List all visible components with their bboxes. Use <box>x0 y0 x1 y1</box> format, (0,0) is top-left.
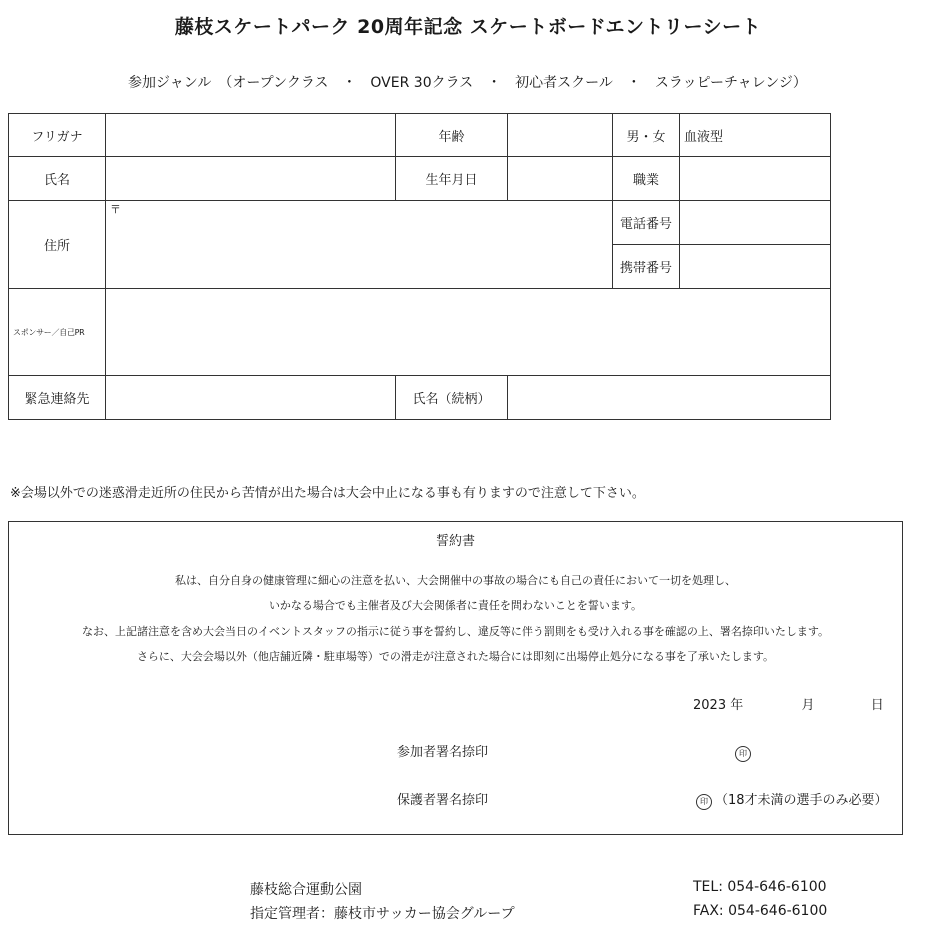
sponsor-pr-label: スポンサー／自己PR <box>9 289 106 376</box>
postal-mark: 〒 <box>110 203 121 216</box>
genre-selection[interactable]: 参加ジャンル （オープンクラス ・ OVER 30クラス ・ 初心者スクール ・ スラッピーチャレンジ） <box>128 75 807 91</box>
pledge-line-1: 私は、自分自身の健康管理に細心の注意を払い、大会開催中の事故の場合にも自己の責任において一切を処理し、 <box>175 574 736 587</box>
sponsor-pr-field[interactable] <box>106 289 831 376</box>
entry-form-table <box>8 113 831 420</box>
date-year: 2023 年 <box>693 698 744 713</box>
address-label: 住所 <box>9 201 106 289</box>
emergency-contact-field[interactable] <box>106 376 396 420</box>
participant-signature-label: 参加者署名捺印 <box>397 745 489 760</box>
participant-seal-icon[interactable]: 印 <box>735 741 751 762</box>
guardian-seal-icon[interactable]: 印 <box>696 789 712 810</box>
address-field[interactable] <box>106 201 613 289</box>
relation-label: 氏名（続柄） <box>396 376 508 420</box>
name-field[interactable] <box>106 157 396 201</box>
phone-field[interactable] <box>680 201 831 245</box>
emergency-contact-label: 緊急連絡先 <box>9 376 106 420</box>
date-month: 月 <box>801 698 815 713</box>
gender-field[interactable]: 男・女 <box>613 114 680 157</box>
mobile-field[interactable] <box>680 245 831 289</box>
page-title: 藤枝スケートパーク 20周年記念 スケートボードエントリーシート <box>174 16 762 38</box>
furigana-label: フリガナ <box>9 114 106 157</box>
job-field[interactable] <box>680 157 831 201</box>
footer-org-name: 藤枝総合運動公園 <box>250 882 362 898</box>
footer-org-manager: 指定管理者：藤枝市サッカー協会グループ <box>250 906 515 922</box>
age-field[interactable] <box>508 114 613 157</box>
phone-label: 電話番号 <box>613 201 680 245</box>
pledge-line-4: さらに、大会会場以外（他店舗近隣・駐車場等）での滑走が注意された場合には即刻に出場停止処分になる事を了承いたします。 <box>136 650 775 663</box>
guardian-signature-label: 保護者署名捺印 <box>397 793 489 808</box>
birthday-label: 生年月日 <box>396 157 508 201</box>
guardian-note: （18才未満の選手のみ必要） <box>715 793 888 808</box>
venue-notice: ※会場以外での迷惑滑走近所の住民から苦情が出た場合は大会中止になる事も有りますので注意して下さい。 <box>10 486 645 501</box>
pledge-title: 誓約書 <box>435 534 475 549</box>
birthday-field[interactable] <box>508 157 613 201</box>
pledge-line-3: なお、上記諸注意を含め大会当日のイベントスタッフの指示に従う事を誓約し、違反等に伴う罰則をも受け入れる事を確認の上、署名捺印いたします。 <box>81 625 829 638</box>
pledge-box <box>8 521 903 835</box>
relation-field[interactable] <box>508 376 831 420</box>
blood-type-field[interactable]: 血液型 <box>680 114 831 157</box>
pledge-line-2: いかなる場合でも主催者及び大会関係者に責任を問わないことを誓います。 <box>268 599 643 612</box>
name-label: 氏名 <box>9 157 106 201</box>
date-day: 日 <box>870 698 884 713</box>
mobile-label: 携帯番号 <box>613 245 680 289</box>
job-label: 職業 <box>613 157 680 201</box>
age-label: 年齢 <box>396 114 508 157</box>
furigana-field[interactable] <box>106 114 396 157</box>
footer-fax: FAX: 054-646-6100 <box>693 903 828 919</box>
signature-date[interactable] <box>693 694 884 713</box>
footer-tel: TEL: 054-646-6100 <box>693 879 827 895</box>
